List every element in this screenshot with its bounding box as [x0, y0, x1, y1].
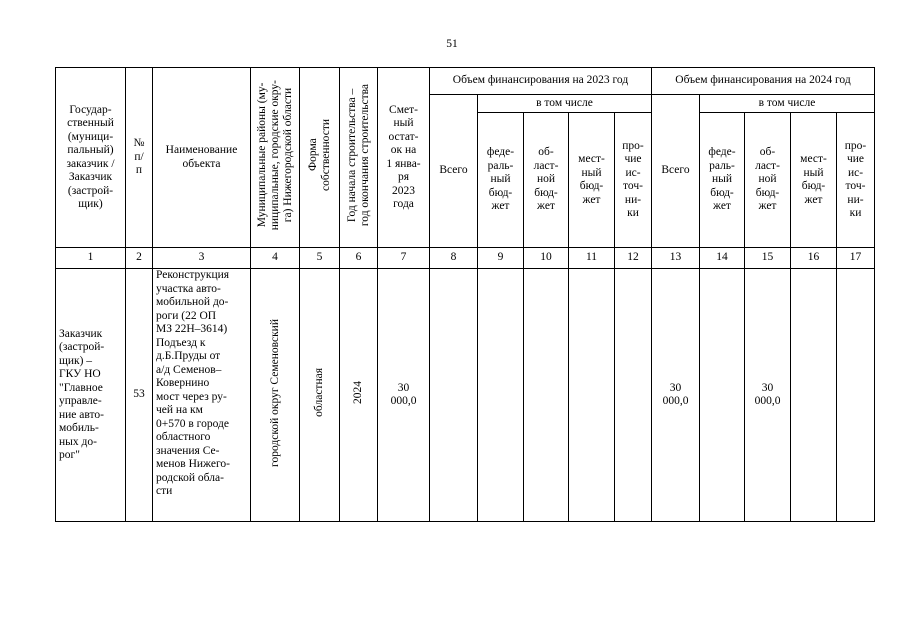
header-total-2024: Всего: [652, 95, 700, 248]
row-district-cell: [251, 269, 300, 522]
row-local-2024: [791, 269, 837, 522]
column-number: 15: [745, 248, 791, 269]
row-other-2024: [837, 269, 875, 522]
row-years-cell: [340, 269, 378, 522]
column-number: 1: [56, 248, 126, 269]
column-number: 2: [126, 248, 153, 269]
column-number: 10: [524, 248, 569, 269]
header-regional-2023: об- ласт- ной бюд- жет: [524, 113, 569, 248]
header-including-2023: в том числе: [478, 95, 652, 113]
header-federal-2023: феде- раль- ный бюд- жет: [478, 113, 524, 248]
row-num: 53: [126, 269, 153, 522]
column-number: 17: [837, 248, 875, 269]
header-fin-2023: Объем финансирования на 2023 год: [430, 68, 652, 95]
header-ownership: Форма собственности: [306, 119, 332, 192]
row-district: городской округ Семеновский: [268, 318, 281, 467]
row-total-2023: [430, 269, 478, 522]
column-number: 11: [569, 248, 615, 269]
row-years: 2024: [352, 381, 364, 405]
investment-table: [55, 67, 875, 522]
header-total-2023: Всего: [430, 95, 478, 248]
row-other-2023: [615, 269, 652, 522]
row-total-2024: 30 000,0: [652, 269, 700, 522]
column-number: 14: [700, 248, 745, 269]
row-remaining: 30 000,0: [378, 269, 430, 522]
header-fin-2024: Объем финансирования на 2024 год: [652, 68, 875, 95]
header-other-2023: про- чие ис- точ- ни- ки: [615, 113, 652, 248]
column-number: 5: [300, 248, 340, 269]
header-object-name: Наименование объекта: [153, 68, 251, 248]
header-ownership-cell: [300, 68, 340, 248]
row-federal-2024: [700, 269, 745, 522]
row-ownership: областная: [313, 368, 325, 418]
column-number: 6: [340, 248, 378, 269]
row-federal-2023: [478, 269, 524, 522]
column-number: 13: [652, 248, 700, 269]
header-other-2024: про- чие ис- точ- ни- ки: [837, 113, 875, 248]
row-regional-2024: 30 000,0: [745, 269, 791, 522]
table-row: [56, 269, 875, 522]
row-local-2023: [569, 269, 615, 522]
column-number: 4: [251, 248, 300, 269]
header-num: № п/ п: [126, 68, 153, 248]
header-districts-cell: [251, 68, 300, 248]
header-years: Год начала строительства – год окончания строительства: [345, 84, 371, 227]
header-local-2024: мест- ный бюд- жет: [791, 113, 837, 248]
row-ownership-cell: [300, 269, 340, 522]
column-number: 12: [615, 248, 652, 269]
header-districts: Муниципальные районы (му- ниципальные, городские окру- га) Нижегородской области: [255, 80, 294, 231]
row-customer: Заказчик (застрой- щик) – ГКУ НО "Главное управле- ние авто- мобиль- ных до- рог": [56, 269, 126, 522]
column-number-row: [56, 248, 875, 269]
header-regional-2024: об- ласт- ной бюд- жет: [745, 113, 791, 248]
page-number: 51: [446, 38, 458, 50]
row-object-name: Реконструкция участка авто- мобильной до- роги (22 ОП МЗ 22Н–3614) Подъезд к д.Б.Пруды от а/д Семенов– Ковернино мост через ру- чей на км 0+570 в городе областного значения Се- менов Нижего- родской обла- сти: [153, 269, 251, 522]
column-number: 7: [378, 248, 430, 269]
header-remaining: Смет- ный остат- ок на 1 янва- ря 2023 года: [378, 68, 430, 248]
column-number: 9: [478, 248, 524, 269]
header-local-2023: мест- ный бюд- жет: [569, 113, 615, 248]
header-including-2024: в том числе: [700, 95, 875, 113]
header-customer: Государ- ственный (муници- пальный) заказчик / Заказчик (застрой- щик): [56, 68, 126, 248]
row-regional-2023: [524, 269, 569, 522]
column-number: 16: [791, 248, 837, 269]
header-federal-2024: феде- раль- ный бюд- жет: [700, 113, 745, 248]
column-number: 3: [153, 248, 251, 269]
column-number: 8: [430, 248, 478, 269]
header-years-cell: [340, 68, 378, 248]
